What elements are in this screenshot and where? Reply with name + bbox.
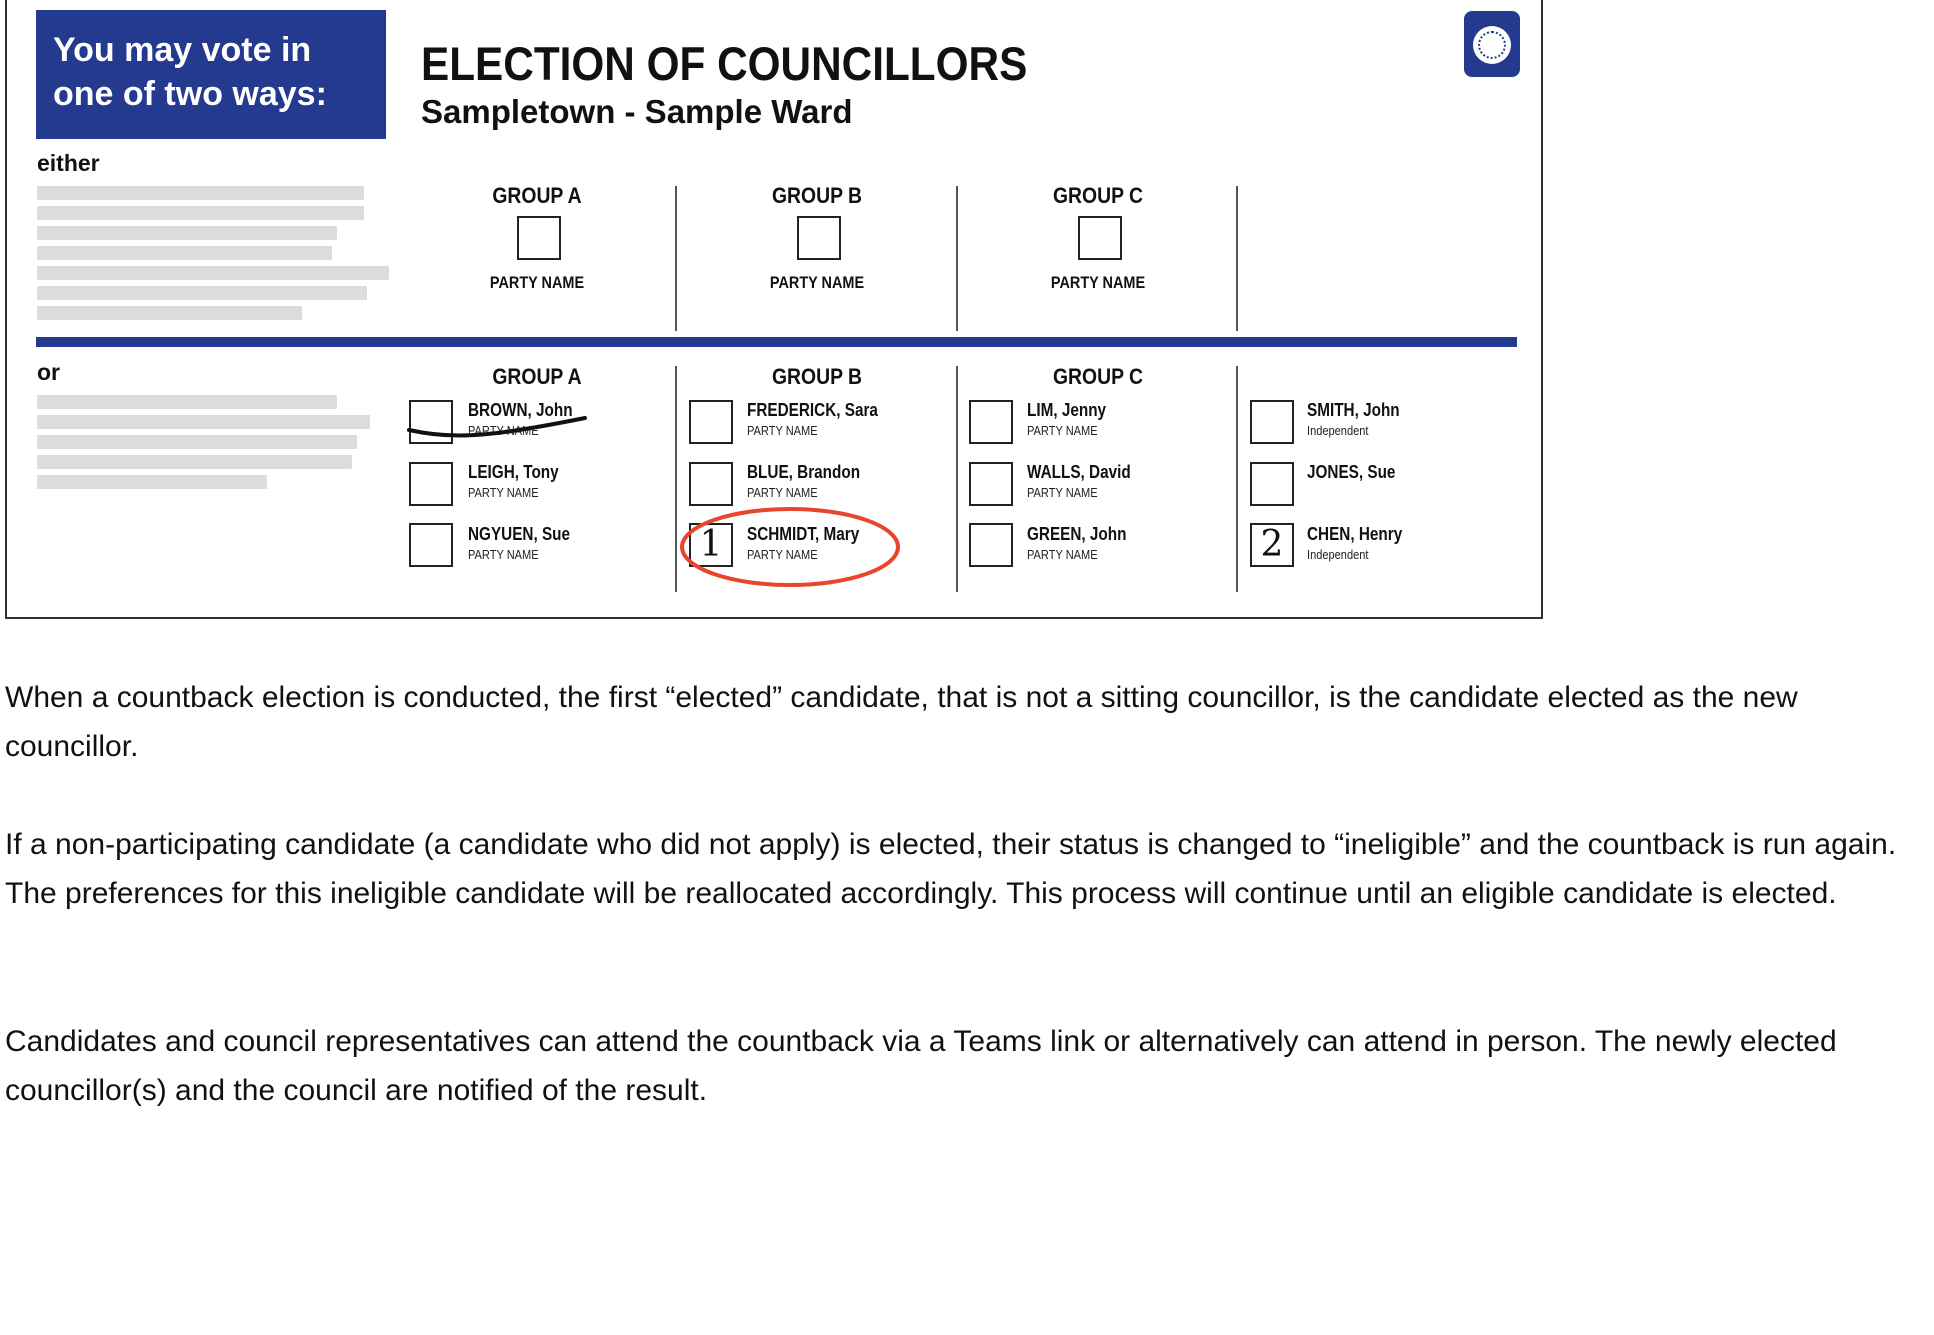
vote-instruction-banner <box>36 10 386 139</box>
preference-mark-chen: 2 <box>1260 524 1284 565</box>
column-divider <box>1236 366 1238 592</box>
above-line-group-b-party: PARTY NAME <box>769 273 865 292</box>
ballot-title: ELECTION OF COUNCILLORS <box>421 37 1028 90</box>
candidate-box-walls[interactable] <box>969 462 1013 506</box>
blurred-instruction-line <box>37 286 367 300</box>
candidate-name-ngyuen: NGYUEN, Sue <box>468 524 571 544</box>
candidate-name-lim: LIM, Jenny <box>1027 400 1107 420</box>
above-line-group-b-heading: GROUP B <box>771 183 863 208</box>
candidate-party-walls: PARTY NAME <box>1027 485 1098 500</box>
candidate-party-leigh: PARTY NAME <box>468 485 539 500</box>
below-line-group-b-heading: GROUP B <box>771 364 863 389</box>
blurred-instruction-line <box>37 186 364 200</box>
candidate-name-chen: CHEN, Henry <box>1307 524 1403 544</box>
candidate-box-jones[interactable] <box>1250 462 1294 506</box>
above-line-group-b-box[interactable] <box>797 216 841 260</box>
blurred-instruction-line <box>37 226 337 240</box>
blurred-instruction-line <box>37 435 357 449</box>
strikethrough-mark <box>405 408 590 448</box>
paragraph-countback-intro: When a countback election is conducted, the first “elected” candidate, that is not a sitting councillor, is the candidate elected as the new councillor. <box>5 681 1798 763</box>
highlight-circle <box>675 502 905 592</box>
blurred-instruction-line <box>37 455 352 469</box>
above-below-line-divider <box>36 337 1517 347</box>
candidate-box-frederick[interactable] <box>689 400 733 444</box>
candidate-name-smith: SMITH, John <box>1307 400 1400 420</box>
candidate-party-chen: Independent <box>1307 547 1369 562</box>
column-divider <box>675 186 677 331</box>
candidate-name-walls: WALLS, David <box>1027 462 1131 482</box>
either-label: either <box>37 150 100 176</box>
blurred-instruction-line <box>37 306 302 320</box>
vote-instruction-line-2: one of two ways: <box>53 75 327 113</box>
candidate-party-ngyuen: PARTY NAME <box>468 547 539 562</box>
blurred-instruction-line <box>37 475 267 489</box>
candidate-name-frederick: FREDERICK, Sara <box>747 400 878 420</box>
blurred-instruction-line <box>37 415 370 429</box>
blurred-instruction-line <box>37 246 332 260</box>
paragraph-ineligible-candidate: If a non-participating candidate (a candidate who did not apply) is elected, their status is changed to “ineligible” and the countback is run again. The preferences for this ineligible candidate will be reallocated accordingly. This process will continue until an eligible candidate is elected. <box>5 828 1897 910</box>
candidate-box-smith[interactable] <box>1250 400 1294 444</box>
candidate-party-brown: PARTY NAME <box>468 423 539 438</box>
paragraph-attendance: Candidates and council representatives can attend the countback via a Teams link or alternatively can attend in person. The newly elected councillor(s) and the council are notified of the result. <box>5 1025 1837 1107</box>
candidate-name-brown: BROWN, John <box>468 400 573 420</box>
candidate-box-leigh[interactable] <box>409 462 453 506</box>
candidate-box-ngyuen[interactable] <box>409 523 453 567</box>
above-line-group-c-heading: GROUP C <box>1052 183 1144 208</box>
blurred-instruction-line <box>37 395 337 409</box>
candidate-party-green: PARTY NAME <box>1027 547 1098 562</box>
candidate-party-frederick: PARTY NAME <box>747 423 818 438</box>
candidate-name-green: GREEN, John <box>1027 524 1127 544</box>
or-label: or <box>37 359 60 385</box>
candidate-name-blue: BLUE, Brandon <box>747 462 861 482</box>
above-line-group-a-party: PARTY NAME <box>489 273 585 292</box>
candidate-party-lim: PARTY NAME <box>1027 423 1098 438</box>
candidate-party-smith: Independent <box>1307 423 1369 438</box>
candidate-box-green[interactable] <box>969 523 1013 567</box>
below-line-group-a-heading: GROUP A <box>492 364 582 389</box>
above-line-group-c-party: PARTY NAME <box>1050 273 1146 292</box>
above-line-group-a-heading: GROUP A <box>492 183 582 208</box>
above-line-group-a-box[interactable] <box>517 216 561 260</box>
column-divider <box>1236 186 1238 331</box>
candidate-party-blue: PARTY NAME <box>747 485 818 500</box>
blurred-instruction-line <box>37 206 364 220</box>
above-line-group-c-box[interactable] <box>1078 216 1122 260</box>
candidate-box-lim[interactable] <box>969 400 1013 444</box>
candidate-box-blue[interactable] <box>689 462 733 506</box>
below-line-group-c-heading: GROUP C <box>1052 364 1144 389</box>
column-divider <box>956 366 958 592</box>
candidate-name-jones: JONES, Sue <box>1307 462 1396 482</box>
preference-mark-schmidt: 1 <box>699 524 723 565</box>
ballot-subtitle: Sampletown - Sample Ward <box>421 93 853 130</box>
candidate-name-schmidt: SCHMIDT, Mary <box>747 524 860 544</box>
blurred-instruction-line <box>37 266 389 280</box>
electoral-commission-logo-icon <box>1464 11 1520 77</box>
ballot-paper-image <box>5 0 1543 619</box>
column-divider <box>956 186 958 331</box>
vote-instruction-line-1: You may vote in <box>53 31 312 69</box>
candidate-name-leigh: LEIGH, Tony <box>468 462 559 482</box>
candidate-party-schmidt: PARTY NAME <box>747 547 818 562</box>
